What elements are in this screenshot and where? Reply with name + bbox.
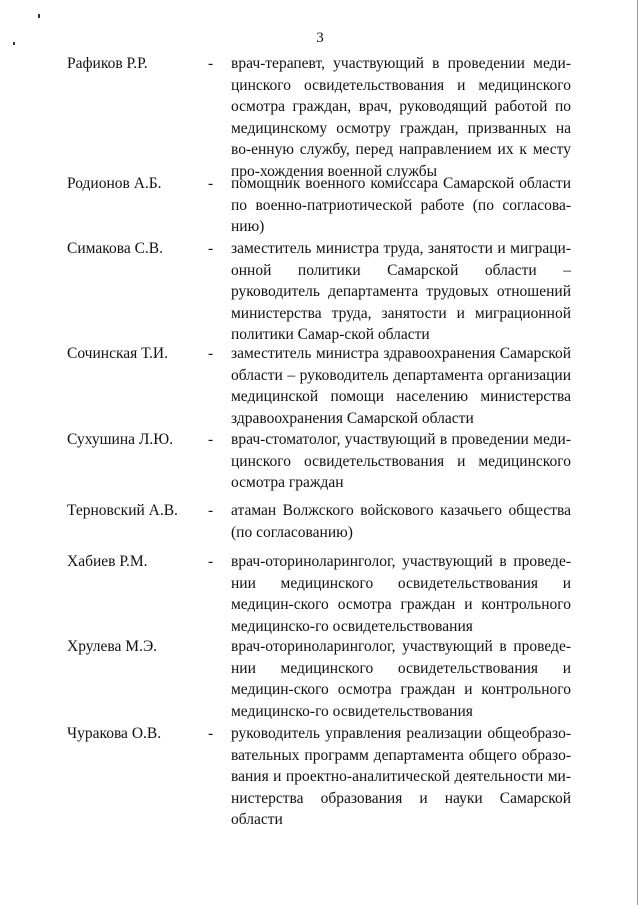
entry-dash: -	[208, 502, 214, 519]
entry-description: врач-оториноларинголог, участвующий в проведе-нии медицинского освидетельствования и медицин-ского осмотра граждан и контрольного медицинско-го освидетельствования	[231, 553, 571, 635]
entry-description: врач-терапевт, участвующий в проведении меди-цинского освидетельствования и медицинского осмотра граждан, врач, руководящий работой по медицинскому осмотру граждан, призванных на во-енную службу, перед направлением их к месту про-хождения военной службы	[231, 55, 571, 180]
entry-description: заместитель министра труда, занятости и миграци-онной политики Самарской области – руководитель департамента трудовых отношений министерства труда, занятости и миграционной политики Самар-ской области	[231, 240, 571, 343]
entry-description: заместитель министра здравоохранения Самарской области – руководитель департамента организации медицинской помощи населению министерства здравоохранения Самарской области	[231, 345, 571, 427]
entry-name: Сочинская Т.И.	[67, 345, 168, 362]
entry-dash: -	[208, 431, 214, 448]
entry-dash: -	[208, 55, 214, 72]
entry-dash: -	[208, 725, 214, 742]
entry-name: Сухушина Л.Ю.	[67, 431, 174, 448]
scan-mark-top	[38, 14, 40, 18]
entry-name: Симакова С.В.	[67, 240, 164, 257]
entry-dash: -	[208, 553, 214, 570]
entry-name: Терновский А.В.	[67, 502, 178, 519]
page-edge-line	[637, 0, 638, 905]
entry-dash: -	[208, 345, 214, 362]
entry-name: Родионов А.Б.	[67, 175, 162, 192]
entry-description: руководитель управления реализации общеобразо-вательных программ департамента общего образо-вания и проектно-аналитической деятельности ми-нистерства образования и науки Самарской области	[231, 725, 571, 828]
entry-dash: -	[208, 175, 214, 192]
entry-dash: -	[208, 240, 214, 257]
entry-description: врач-оториноларинголог, участвующий в проведе-нии медицинского освидетельствования и медицин-ского осмотра граждан и контрольного медицинско-го освидетельствования	[231, 638, 571, 720]
entry-name: Хрулева М.Э.	[67, 638, 158, 655]
entry-name: Хабиев Р.М.	[67, 553, 148, 570]
entry-name: Рафиков Р.Р.	[67, 55, 148, 72]
page-number: 3	[316, 30, 324, 46]
entry-description: помощник военного комиссара Самарской области по военно-патриотической работе (по согласова-нию)	[231, 175, 571, 235]
entry-description: атаман Волжского войскового казачьего общества (по согласованию)	[231, 502, 571, 541]
entry-description: врач-стоматолог, участвующий в проведении меди-цинского освидетельствования и медицинского осмотра граждан	[231, 431, 571, 491]
entry-name: Чуракова О.В.	[67, 725, 162, 742]
